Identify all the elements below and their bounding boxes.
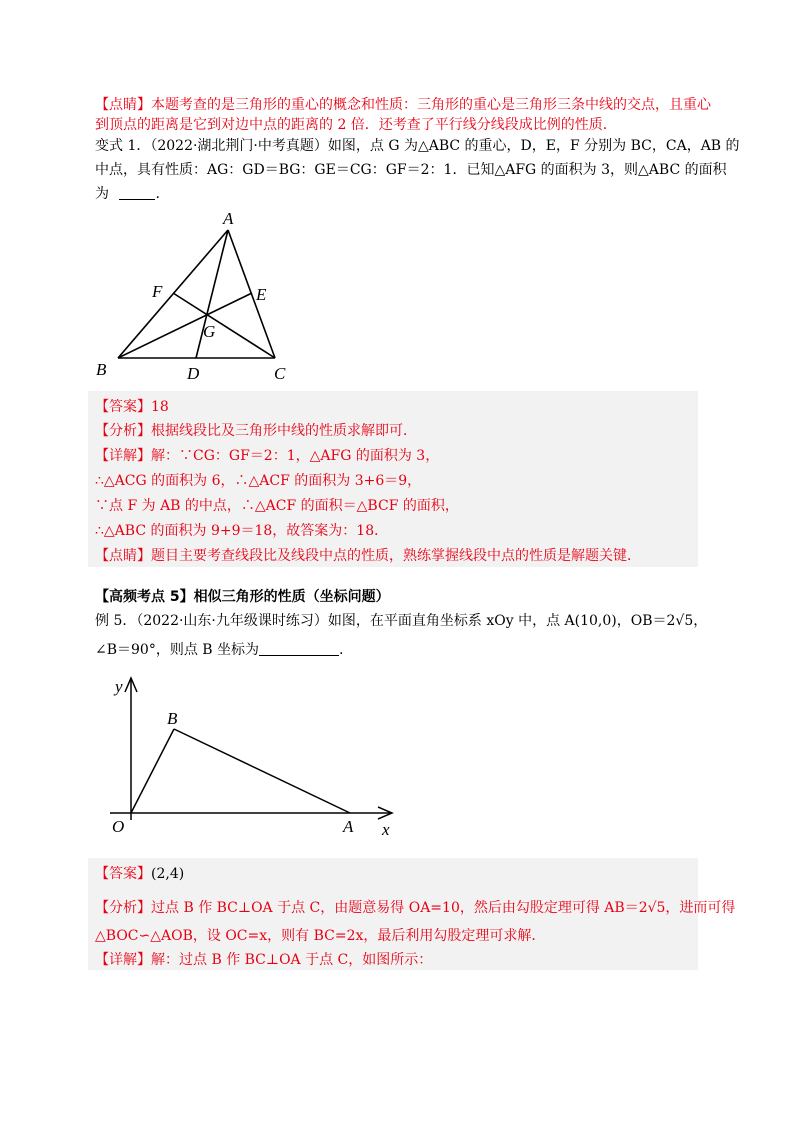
answer1-point: 【点睛】题目主要考查线段比及线段中点的性质，熟练掌握线段中点的性质是解题关键． <box>95 548 641 564</box>
intro-line-2: 到顶点的距离是它到对边中点的距离的 2 倍．还考查了平行线分线段成比例的性质． <box>95 117 617 133</box>
answer2-answer <box>95 864 184 884</box>
triangle-figure <box>90 205 300 385</box>
variant1-line-3-suffix: . <box>155 186 160 202</box>
median-be <box>118 293 252 358</box>
answer-blank-2 <box>259 641 339 656</box>
answer2-analysis-1: 【分析】过点 B 作 BC⊥OA 于点 C，由题意易得 OA=10，然后由勾股定理可得 AB＝2√5，进而可得 <box>95 900 736 916</box>
answer1-detail-4: ∴△ABC 的面积为 9+9＝18，故答案为：18． <box>95 523 389 539</box>
answer1-analysis: 【分析】根据线段比及三角形中线的性质求解即可． <box>95 423 417 439</box>
intro-line-1: 【点睛】本题考查的是三角形的重心的概念和性质：三角形的重心是三角形三条中线的交点，且重心 <box>95 97 711 113</box>
point-label-b2: B <box>167 709 178 728</box>
point-label-e: E <box>256 285 267 304</box>
section5-line-2 <box>95 640 343 660</box>
answer1-detail-1: 【详解】解：∵CG：GF＝2：1，△AFG 的面积为 3， <box>95 448 440 464</box>
origin-label-o: O <box>112 817 125 836</box>
vertex-label-c: C <box>274 364 286 383</box>
section5-line-2-prefix: ∠B＝90°，则点 B 坐标为 <box>95 642 260 658</box>
answer-blank-1 <box>119 185 155 200</box>
point-label-f: F <box>152 282 163 301</box>
answer1-detail-3: ∵点 F 为 AB 的中点，∴△ACF 的面积＝△BCF 的面积， <box>95 498 459 514</box>
answer2-answer-label: 【答案】 <box>95 866 151 882</box>
answer2-detail-1: 【详解】解：过点 B 作 BC⊥OA 于点 C，如图所示： <box>95 952 433 968</box>
vertex-label-a: A <box>223 209 234 228</box>
point-label-a2: A <box>343 817 354 836</box>
axis-label-x: x <box>382 820 390 839</box>
answer1-answer: 【答案】18 <box>95 399 169 415</box>
variant1-line-1: 变式 1．（2022·湖北荆门·中考真题）如图，点 G 为△ABC 的重心，D，E，F 分别为 BC，CA，AB 的 <box>95 138 740 154</box>
vertex-label-b: B <box>96 360 107 379</box>
segment-ob <box>131 729 174 813</box>
point-label-g: G <box>203 322 216 341</box>
variant1-line-3 <box>95 184 160 204</box>
section5-line-1: 例 5．（2022·山东·九年级课时练习）如图，在平面直角坐标系 xOy 中，点 A(10,0)，OB＝2√5， <box>95 613 708 629</box>
variant1-line-3-prefix: 为 <box>95 186 109 202</box>
answer2-analysis-2: △BOC∽△AOB，设 OC=x，则有 BC=2x，最后利用勾股定理可求解． <box>95 928 546 944</box>
variant1-line-2: 中点，具有性质：AG：GD＝BG：GE＝CG：GF＝2：1．已知△AFG 的面积为 3，则△ABC 的面积 <box>95 162 727 178</box>
segment-ba <box>174 729 350 813</box>
answer2-answer-value: (2,4) <box>151 866 185 882</box>
point-label-d: D <box>187 364 200 383</box>
axis-label-y: y <box>115 677 123 696</box>
section5-title: 【高频考点 5】相似三角形的性质（坐标问题） <box>95 589 390 605</box>
answer1-detail-2: ∴△ACG 的面积为 6，∴△ACF 的面积为 3+6＝9， <box>95 473 422 489</box>
coordinate-figure <box>100 670 410 840</box>
section5-line-2-suffix: . <box>339 642 344 658</box>
